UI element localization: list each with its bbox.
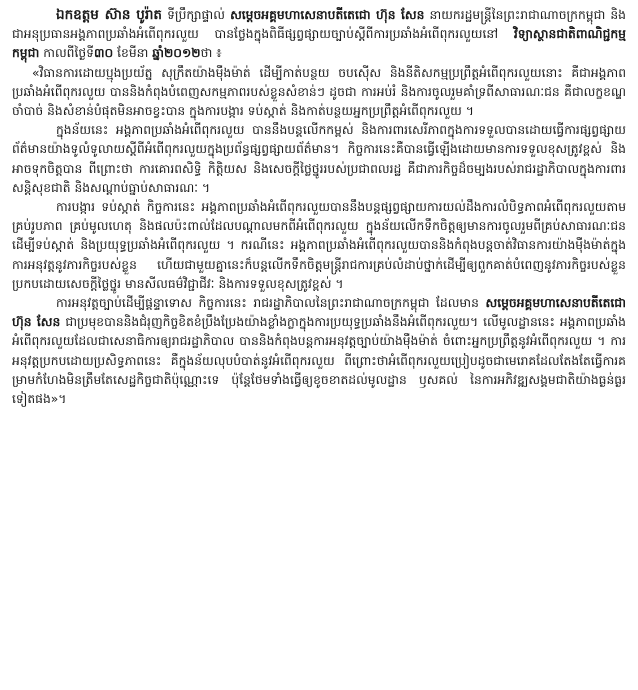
lead-paragraph xyxy=(12,6,626,64)
lead-text: កាលពីថ្ងៃទី xyxy=(39,46,94,61)
prime-minister-title: សម្តេចអគ្គមហាសេនាបតីតេជោ ហ៊ុន សែន xyxy=(12,296,626,330)
body-paragraph: ក្នុងន័យនេះ អង្គភាពប្រឆាំងអំពើពុករលួយ បាននឹងបន្តលើកកម្ពស់ និងការពារសេរីភាពក្នុងការទទួលបានដោយធ្វើការផ្សព្វផ្សាយព័ត៌មានយ៉ាងទូលំទូលាយស្តីពីអំពើពុករលួយក្នុងប្រព័ន្ធផ្សព្វផ្សាយព័ត៌មាន។ កិច្ចការនេះគឺបានធ្វើឡើងដោយមានការទទួលខុសត្រូវខ្ពស់ និងអាចទុកចិត្តបាន ពីព្រោះថា ការគោរពសិទ្ធិ កិត្តិយស និងសេចក្តីថ្លៃថ្នូររបស់ប្រជាពលរដ្ឋ គឺជាភារកិច្ចដ៏ចម្បងរបស់រាជរដ្ឋាភិបាលក្នុងការពារសន្តិសុខជាតិ និងសណ្តាប់ធ្នាប់សាធារណៈ ។ xyxy=(12,123,626,195)
paragraph-text: ជាប្រមុខបាននិងជំរុញកិច្ចខិតខំប្រឹងប្រែងយ៉ាងខ្លាំងក្លាក្នុងការប្រយុទ្ធប្រឆាំងនឹងអំពើពុករលួយ។ លើមូលដ្ឋាននេះ អង្គភាពប្រឆាំងអំពើពុករលួយដែលជាសេនាធិការឲ្យរាជរដ្ឋាភិបាល បាននិងកំពុងបន្តការអនុវត្តច្បាប់យ៉ាងម៉ឺងម៉ាត់ ចំពោះអ្នកប្រព្រឹត្តនូវអំពើពុករលួយ ។ ការអនុវត្តប្រកបដោយប្រសិទ្ធភាពនេះ គឺក្នុងន័យលុបបំបាត់នូវអំពើពុករលួយ ពីព្រោះថាអំពើពុករលួយប្រៀបដូចជាមេរោគដែលតែងតែធ្វើការគម្រាមកំហែងមិនត្រឹមតែសេដ្ឋកិច្ចជាតិប៉ុណ្ណោះទេ ប៉ុន្តែថែមទាំងធ្វើឲ្យខូចខាតដល់មូលដ្ឋាន ឫសគល់ នៃការអភិវឌ្ឍសង្គមជាតិយ៉ាងធ្ងន់ធ្ងរទៀតផង»។ xyxy=(12,315,626,407)
lead-text: ថា ៖ xyxy=(200,46,222,61)
institute-name: វិទ្យាស្ថានជាតិពាណិជ្ជកម្មកម្ពុជា xyxy=(12,27,626,61)
last-paragraph xyxy=(12,294,626,409)
lead-text: ខែមីនា xyxy=(113,46,153,61)
lead-text: ទីប្រឹក្សាផ្ទាល់ xyxy=(162,8,231,22)
paragraph-text: ការអនុវត្តច្បាប់ដើម្បីផ្តន្ទាទោស កិច្ចការនេះ រាជរដ្ឋាភិបាលនៃព្រះរាជាណាចក្រកម្ពុជា ដែលមាន xyxy=(56,296,486,311)
prime-minister-title: សម្តេចអគ្គមហាសេនាបតីតេជោ ហ៊ុន សែន xyxy=(230,8,425,22)
body-paragraph: ការបង្ការ ទប់ស្កាត់ កិច្ចការនេះ អង្គភាពប្រឆាំងអំពើពុករលួយបាននឹងបន្តផ្សព្វផ្សាយការយល់ដឹងការលំបិទ្ធភាពអំពើពុករលួយតាមគ្រប់រូបភាព គ្រប់មូលហេតុ និងផលប៉ះពាល់ដែលបណ្តាលមកពីអំពើពុករលួយ ក្នុងន័យលើកទឹកចិត្តឲ្យមានការចូលរួមពីគ្រប់សាធារណៈជនដើម្បីទប់ស្កាត់ និងប្រយុទ្ធប្រឆាំងអំពើពុករលួយ ។ ករណីនេះ អង្គភាពប្រឆាំងអំពើពុករលួយបាននិងកំពុងបន្តចាត់វិធានការយ៉ាងម៉ឺងម៉ាត់ក្នុងការអនុវត្តនូវភារកិច្ចរបស់ខ្លួន ហើយជាមួយគ្នានេះក៏បន្តលើកទឹកចិត្តមន្ត្រីរាជការគ្រប់លំដាប់ថ្នាក់ដើម្បីឲ្យពួកគាត់បំពេញនូវភារកិច្ចរបស់ខ្លួនប្រកបដោយសេចក្តីថ្លៃថ្នូរ មានសីលធម៌វិជ្ជាជីវៈ និងការទទួលខុសត្រូវខ្ពស់ ។ xyxy=(12,200,626,291)
body-paragraph: «វិធានការដោយប្មុងប្រយ័ត្ន សុក្រឹតយ៉ាងម៉ឺងម៉ាត់ ដើម្បីកាត់បន្ថយ ចបស៊ើស និងនីតិសកម្មប្រព្រឹត្តអំពើពុករលួយនោះ គឺជាអង្គភាពប្រឆាំងអំពើពុករលួយ បាននិងកំពុងបំពេញសកម្មភាពរបស់ខ្លួនសំខាន់ៗ ដូចជា ការអប់រំ និងការចូលរួមគាំទ្រពីសាធារណៈជន គឺជាលក្ខខណ្ឌចាំបាច់ និងសំខាន់បំផុតមិនអាចខ្វះបាន ក្នុងការបង្ការ ទប់ស្កាត់ និងកាត់បន្ថយអ្នកប្រព្រឹត្តអំពើពុករលួយ ។ xyxy=(12,65,626,119)
event-day: ៣០ xyxy=(93,46,114,61)
lead-text: នាយករដ្ឋមន្ត្រីនៃព្រះរាជាណាចក្រកម្ពុជា និងជាអនុប្រធានអង្គភាពប្រឆាំងអំពើពុករលួយ បានថ្លែងក្នុងពិធីផ្សព្វផ្សាយច្បាប់ស្តីពីការប្រឆាំងអំពើពុករលួយនៅ xyxy=(12,8,626,42)
event-year: ឆ្នាំ២០១២ xyxy=(152,46,201,61)
speaker-name: ឯកឧត្តម ស៊ាន បូរ៉ាត xyxy=(56,7,163,23)
